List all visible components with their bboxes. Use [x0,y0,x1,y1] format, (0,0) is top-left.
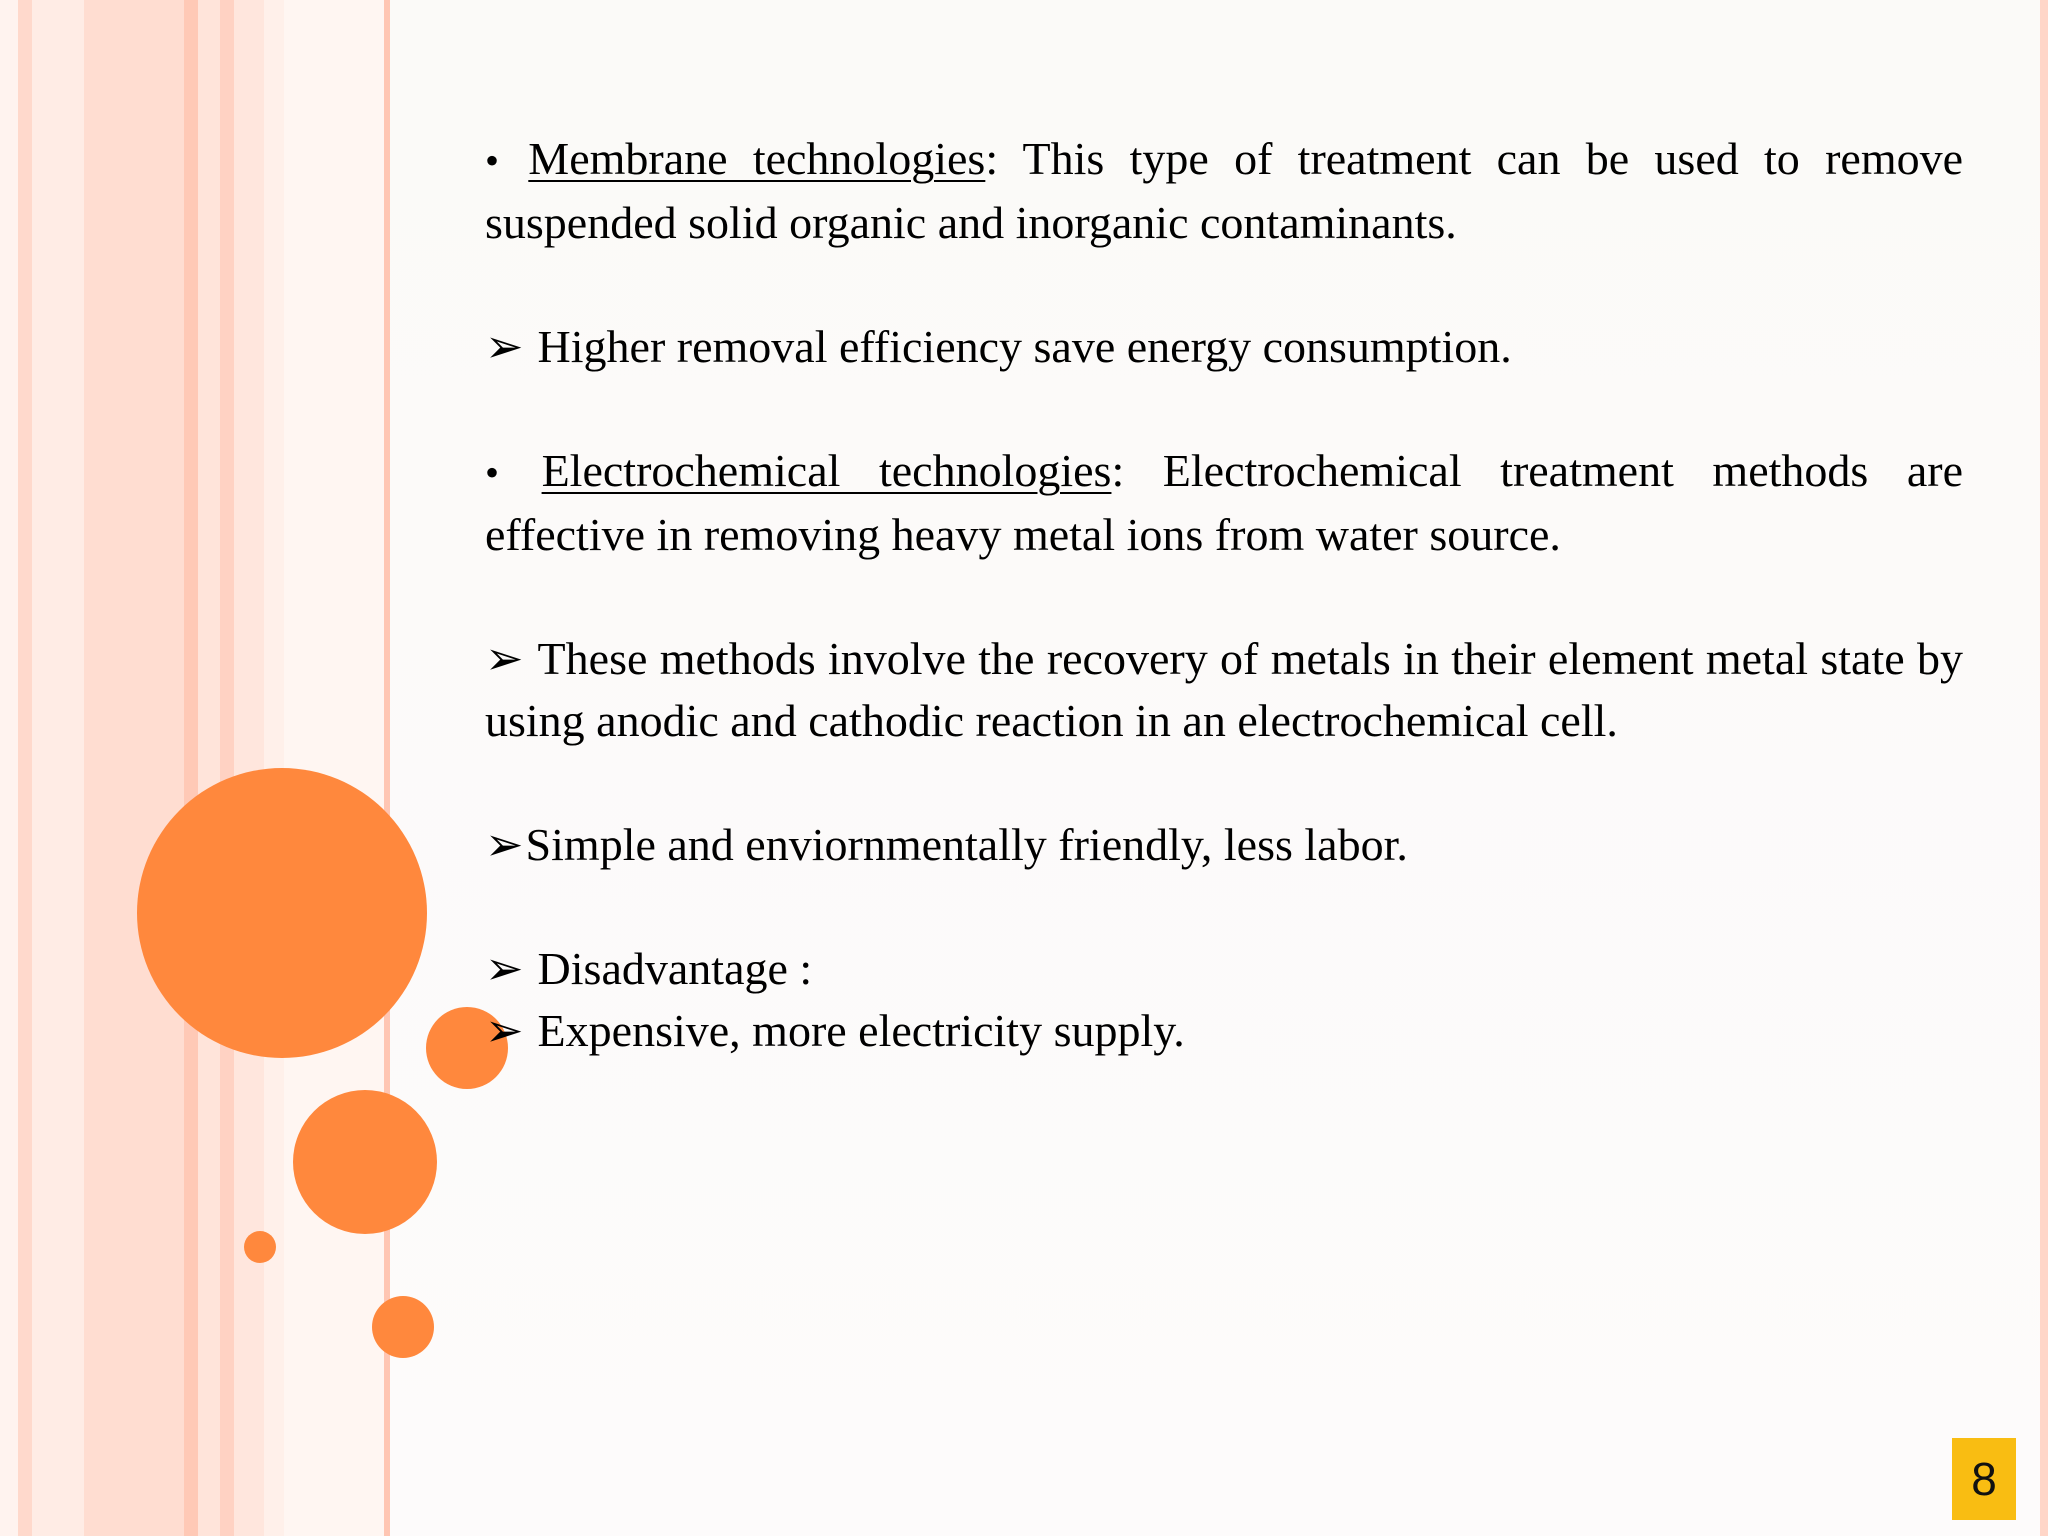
paragraph-recovery [485,628,1963,752]
paragraph-text: Disadvantage : [537,943,813,994]
paragraph-text: : This type of treatment can be used to remove suspended solid organic and inorganic contaminants. [485,133,1964,248]
decor-stripe [198,0,220,1536]
decor-stripe [0,0,18,1536]
paragraph-efficiency [485,316,1963,378]
decor-stripe-right [2040,0,2048,1536]
arrow-bullet-icon: ➢ [485,943,524,994]
page-number-badge: 8 [1952,1438,2016,1520]
arrow-bullet-icon: ➢ [485,321,524,372]
paragraph-text: Expensive, more electricity supply. [537,1005,1185,1056]
slide-body [485,128,1963,1062]
paragraph-simple [485,814,1963,876]
paragraph-electrochemical [485,440,1963,566]
decor-stripe [220,0,234,1536]
decor-stripe [32,0,84,1536]
term-electrochemical-technologies: Electrochemical technologies [541,445,1112,496]
paragraph-text: Simple and enviornmentally friendly, less labor. [525,819,1408,870]
paragraph-membrane [485,128,1963,254]
bullet-icon: • [485,450,500,495]
paragraph-text: Higher removal efficiency save energy consumption. [537,321,1512,372]
decor-circle-tiny [244,1231,276,1263]
decor-stripe [234,0,264,1536]
paragraph-disadvantage [485,938,1963,1000]
arrow-bullet-icon: ➢ [485,819,524,870]
term-membrane-technologies: Membrane technologies [528,133,986,184]
decor-stripe [84,0,184,1536]
bullet-icon: • [485,138,500,183]
decor-stripe [184,0,198,1536]
decor-circle-small [372,1296,434,1358]
paragraph-expensive [485,1000,1963,1062]
decor-circle-large [137,768,427,1058]
paragraph-text: These methods involve the recovery of metals in their element metal state by using anodic and cathodic reaction in an electrochemical cell. [485,633,1963,746]
paragraph-text: : Electrochemical treatment methods are effective in removing heavy metal ions from water source. [485,445,1963,560]
decor-circle-medium [293,1090,437,1234]
arrow-bullet-icon: ➢ [485,633,524,684]
arrow-bullet-icon: ➢ [485,1005,524,1056]
decor-stripe [18,0,32,1536]
